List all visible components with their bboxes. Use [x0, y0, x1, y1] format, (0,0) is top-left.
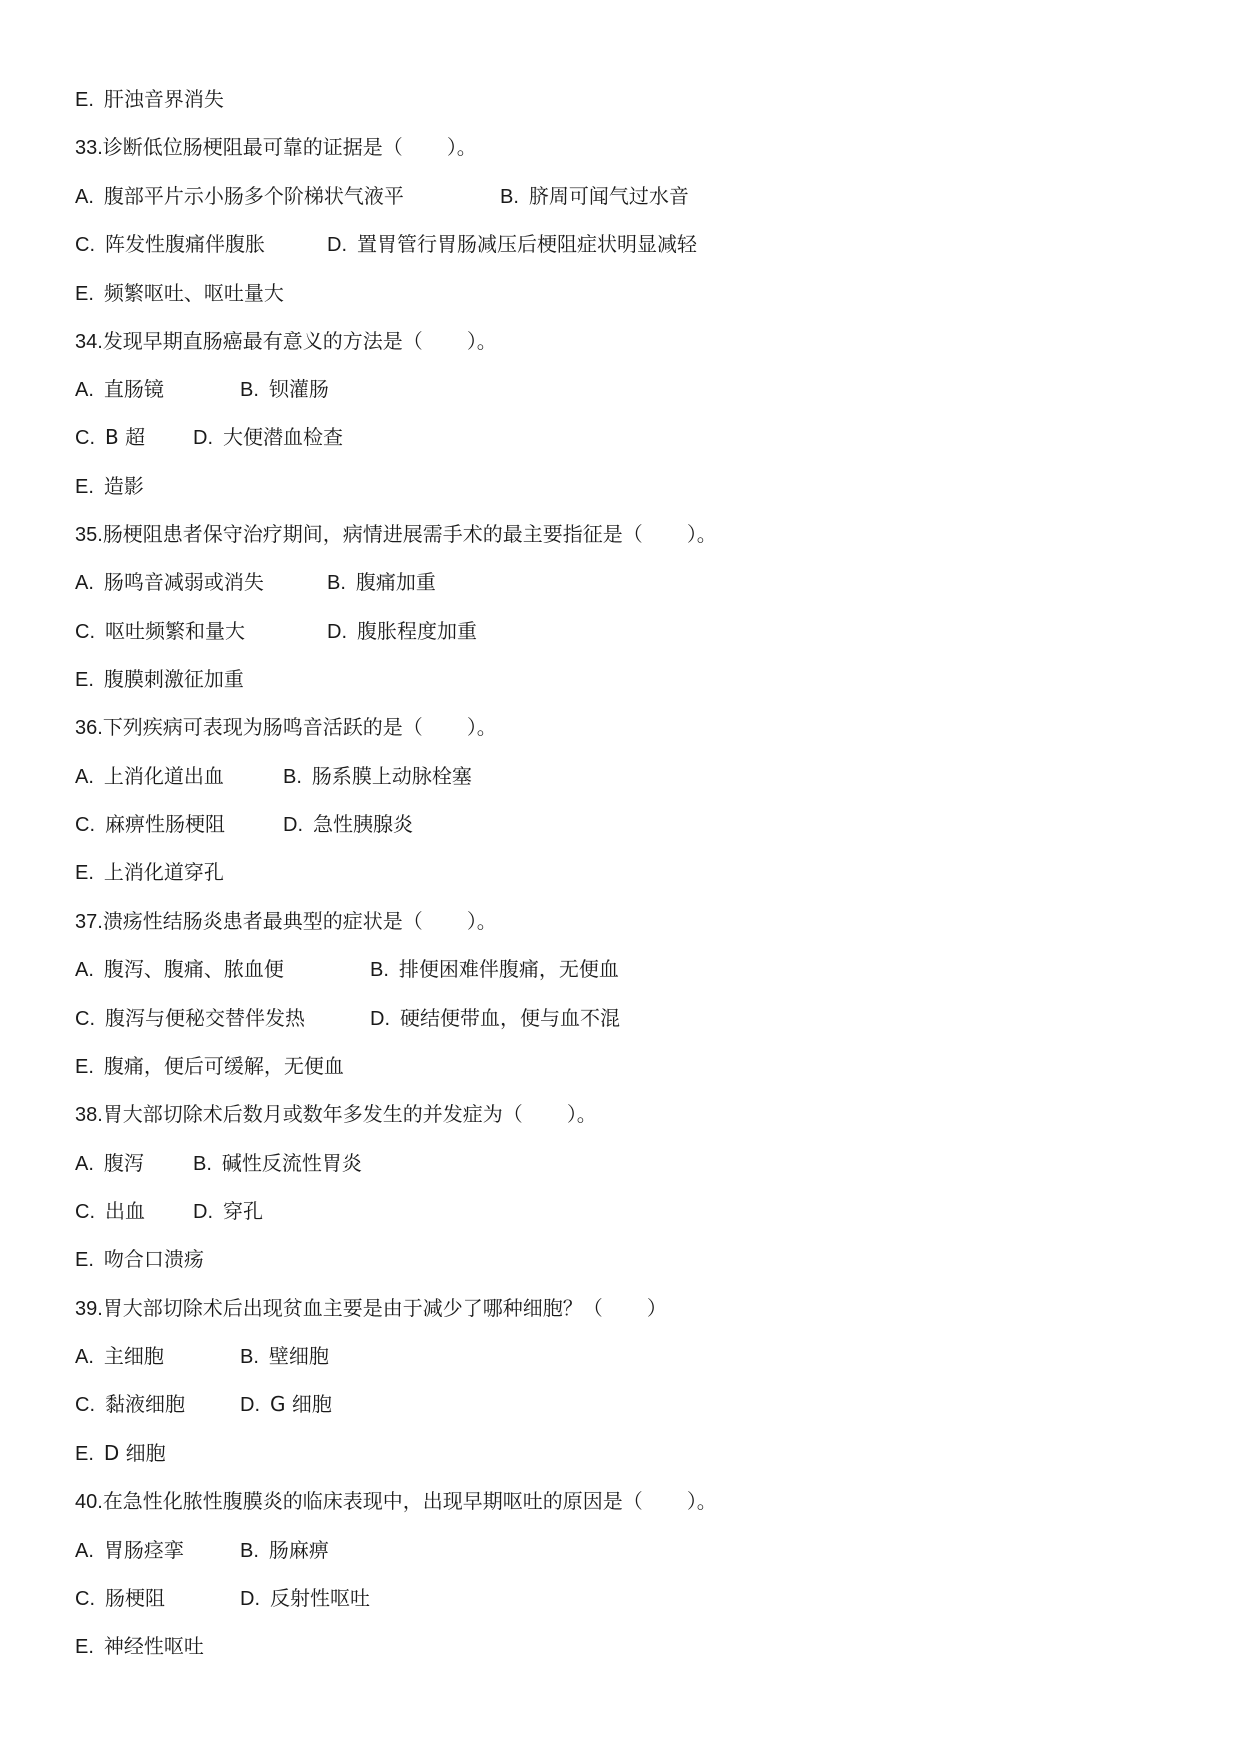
option-letter: E. — [75, 1443, 94, 1465]
option-text: 急性胰腺炎 — [313, 812, 413, 836]
option-a — [75, 374, 164, 405]
option-row — [75, 1003, 1165, 1033]
option-text: 腹部平片示小肠多个阶梯状气液平 — [103, 184, 404, 208]
option-text: 肠鸣音减弱或消失 — [103, 570, 264, 594]
question-number: 38. — [75, 1104, 103, 1126]
option-d — [193, 1196, 263, 1227]
option-text: 腹胀程度加重 — [357, 619, 477, 643]
question-stem — [75, 132, 477, 162]
option-row — [75, 181, 1165, 211]
option-row — [75, 422, 1165, 452]
question-close: ）。 — [466, 715, 497, 739]
option-c — [75, 1389, 185, 1420]
option-c — [75, 422, 145, 453]
option-d — [240, 1389, 332, 1420]
option-text: D 细胞 — [103, 1441, 166, 1465]
option-letter: A. — [75, 1346, 94, 1368]
question-stem — [75, 519, 717, 549]
option-row — [75, 84, 1165, 114]
option-text: G 细胞 — [270, 1392, 332, 1416]
option-row — [75, 1389, 1165, 1419]
option-letter: B. — [240, 1540, 259, 1562]
option-text: 钡灌肠 — [268, 377, 329, 401]
option-c — [75, 616, 245, 647]
option-letter: B. — [193, 1153, 212, 1175]
question-number: 40. — [75, 1491, 103, 1513]
option-text: 胃肠痉挛 — [103, 1538, 184, 1562]
question-text: 下列疾病可表现为肠鸣音活跃的是（ — [102, 715, 423, 739]
option-d — [193, 422, 343, 453]
option-b — [193, 1148, 362, 1179]
option-text: 肝浊音界消失 — [103, 87, 224, 111]
option-letter: C. — [75, 1201, 95, 1223]
option-letter: B. — [240, 1346, 259, 1368]
option-text: 置胃管行胃肠减压后梗阻症状明显减轻 — [357, 232, 697, 256]
question-close: ）。 — [686, 1489, 717, 1513]
option-letter: C. — [75, 814, 95, 836]
option-letter: E. — [75, 669, 94, 691]
option-row — [75, 1535, 1165, 1565]
option-e — [75, 857, 224, 888]
option-text: 肠梗阻 — [105, 1586, 165, 1610]
option-a — [75, 567, 264, 598]
option-row — [75, 567, 1165, 597]
option-letter: D. — [370, 1008, 390, 1030]
option-e — [75, 1438, 166, 1469]
option-c — [75, 809, 225, 840]
option-letter: B. — [240, 379, 259, 401]
question-number: 36. — [75, 717, 103, 739]
option-text: 壁细胞 — [268, 1344, 329, 1368]
option-letter: C. — [75, 1394, 95, 1416]
option-row — [75, 471, 1165, 501]
option-row — [75, 1051, 1165, 1081]
option-letter: E. — [75, 1056, 94, 1078]
question-stem — [75, 1293, 667, 1323]
option-e — [75, 664, 244, 695]
option-e — [75, 1244, 204, 1275]
option-letter: D. — [327, 234, 347, 256]
option-letter: C. — [75, 1008, 95, 1030]
option-letter: A. — [75, 572, 94, 594]
option-text: 肠麻痹 — [268, 1538, 329, 1562]
option-a — [75, 761, 224, 792]
question-text: 发现早期直肠癌最有意义的方法是（ — [102, 329, 423, 353]
option-b — [327, 567, 436, 598]
question-text: 胃大部切除术后数月或数年多发生的并发症为（ — [102, 1102, 523, 1126]
option-letter: A. — [75, 1540, 94, 1562]
option-text: 麻痹性肠梗阻 — [105, 812, 225, 836]
option-text: B 超 — [105, 425, 146, 449]
question-close: ） — [646, 1296, 667, 1320]
question-number: 35. — [75, 524, 103, 546]
option-letter: A. — [75, 186, 94, 208]
option-row — [75, 954, 1165, 984]
option-letter: E. — [75, 862, 94, 884]
option-a — [75, 1148, 144, 1179]
question-close: ）。 — [466, 329, 497, 353]
option-letter: D. — [193, 1201, 213, 1223]
option-text: 腹泻、腹痛、脓血便 — [103, 957, 284, 981]
option-text: 硬结便带血，便与血不混 — [400, 1006, 620, 1030]
question-number: 33. — [75, 137, 103, 159]
question-close: ）。 — [466, 909, 497, 933]
option-b — [500, 181, 689, 212]
question-stem — [75, 906, 497, 936]
option-e — [75, 84, 224, 115]
question-stem — [75, 1099, 597, 1129]
option-text: 上消化道穿孔 — [103, 860, 224, 884]
option-row — [75, 616, 1165, 646]
option-e — [75, 278, 284, 309]
option-d — [327, 616, 477, 647]
option-letter: C. — [75, 1588, 95, 1610]
option-row — [75, 761, 1165, 791]
option-text: 腹泻 — [103, 1151, 144, 1175]
option-c — [75, 1196, 145, 1227]
option-letter: B. — [327, 572, 346, 594]
option-text: 造影 — [103, 474, 144, 498]
option-letter: C. — [75, 234, 95, 256]
option-row — [75, 1244, 1165, 1274]
question-text: 胃大部切除术后出现贫血主要是由于减少了哪种细胞？（ — [102, 1296, 603, 1320]
option-b — [240, 1535, 329, 1566]
option-row — [75, 1631, 1165, 1661]
option-letter: E. — [75, 283, 94, 305]
option-text: 黏液细胞 — [105, 1392, 185, 1416]
option-text: 主细胞 — [103, 1344, 164, 1368]
option-text: 呕吐频繁和量大 — [105, 619, 245, 643]
option-row — [75, 1583, 1165, 1613]
question-text: 诊断低位肠梗阻最可靠的证据是（ — [102, 135, 403, 159]
option-b — [240, 1341, 329, 1372]
option-text: 排便困难伴腹痛，无便血 — [398, 957, 619, 981]
option-d — [370, 1003, 620, 1034]
option-c — [75, 1003, 305, 1034]
option-row — [75, 1148, 1165, 1178]
option-letter: A. — [75, 1153, 94, 1175]
option-a — [75, 954, 284, 985]
option-text: 腹痛加重 — [355, 570, 436, 594]
option-text: 腹膜刺激征加重 — [103, 667, 244, 691]
option-row — [75, 278, 1165, 308]
option-d — [240, 1583, 370, 1614]
option-row — [75, 1196, 1165, 1226]
option-c — [75, 1583, 165, 1614]
question-number: 37. — [75, 911, 103, 933]
option-row — [75, 809, 1165, 839]
option-text: 反射性呕吐 — [270, 1586, 370, 1610]
option-letter: E. — [75, 1636, 94, 1658]
option-e — [75, 1631, 204, 1662]
option-a — [75, 1535, 184, 1566]
option-text: 阵发性腹痛伴腹胀 — [105, 232, 265, 256]
option-text: 碱性反流性胃炎 — [221, 1151, 362, 1175]
option-letter: C. — [75, 427, 95, 449]
option-b — [283, 761, 472, 792]
question-text: 肠梗阻患者保守治疗期间，病情进展需手术的最主要指征是（ — [102, 522, 643, 546]
option-c — [75, 229, 265, 260]
option-letter: A. — [75, 766, 94, 788]
option-text: 腹泻与便秘交替伴发热 — [105, 1006, 305, 1030]
option-text: 出血 — [105, 1199, 145, 1223]
option-d — [327, 229, 697, 260]
option-text: 神经性呕吐 — [103, 1634, 204, 1658]
option-b — [240, 374, 329, 405]
question-close: ）。 — [686, 522, 717, 546]
option-text: 大便潜血检查 — [223, 425, 343, 449]
question-text: 溃疡性结肠炎患者最典型的症状是（ — [102, 909, 423, 933]
option-letter: E. — [75, 476, 94, 498]
option-row — [75, 664, 1165, 694]
option-a — [75, 181, 404, 212]
question-stem — [75, 1486, 717, 1516]
option-text: 腹痛，便后可缓解，无便血 — [103, 1054, 344, 1078]
question-close: ）。 — [566, 1102, 597, 1126]
option-letter: C. — [75, 621, 95, 643]
question-close: ）。 — [446, 135, 477, 159]
option-d — [283, 809, 413, 840]
option-letter: B. — [370, 959, 389, 981]
option-text: 直肠镜 — [103, 377, 164, 401]
option-letter: B. — [500, 186, 519, 208]
question-number: 39. — [75, 1298, 103, 1320]
option-text: 吻合口溃疡 — [103, 1247, 204, 1271]
option-letter: E. — [75, 1249, 94, 1271]
option-letter: A. — [75, 379, 94, 401]
option-row — [75, 374, 1165, 404]
option-letter: D. — [327, 621, 347, 643]
option-row — [75, 229, 1165, 259]
option-letter: A. — [75, 959, 94, 981]
option-row — [75, 1341, 1165, 1371]
option-letter: D. — [240, 1588, 260, 1610]
option-text: 肠系膜上动脉栓塞 — [311, 764, 472, 788]
option-letter: D. — [283, 814, 303, 836]
option-e — [75, 471, 144, 502]
option-a — [75, 1341, 164, 1372]
option-letter: D. — [240, 1394, 260, 1416]
question-number: 34. — [75, 331, 103, 353]
question-text: 在急性化脓性腹膜炎的临床表现中，出现早期呕吐的原因是（ — [102, 1489, 643, 1513]
option-text: 上消化道出血 — [103, 764, 224, 788]
option-text: 频繁呕吐、呕吐量大 — [103, 281, 284, 305]
option-letter: B. — [283, 766, 302, 788]
option-text: 穿孔 — [223, 1199, 263, 1223]
option-text: 脐周可闻气过水音 — [528, 184, 689, 208]
option-b — [370, 954, 619, 985]
option-letter: E. — [75, 89, 94, 111]
question-stem — [75, 712, 497, 742]
option-row — [75, 857, 1165, 887]
option-e — [75, 1051, 344, 1082]
option-letter: D. — [193, 427, 213, 449]
question-stem — [75, 326, 497, 356]
option-row — [75, 1438, 1165, 1468]
